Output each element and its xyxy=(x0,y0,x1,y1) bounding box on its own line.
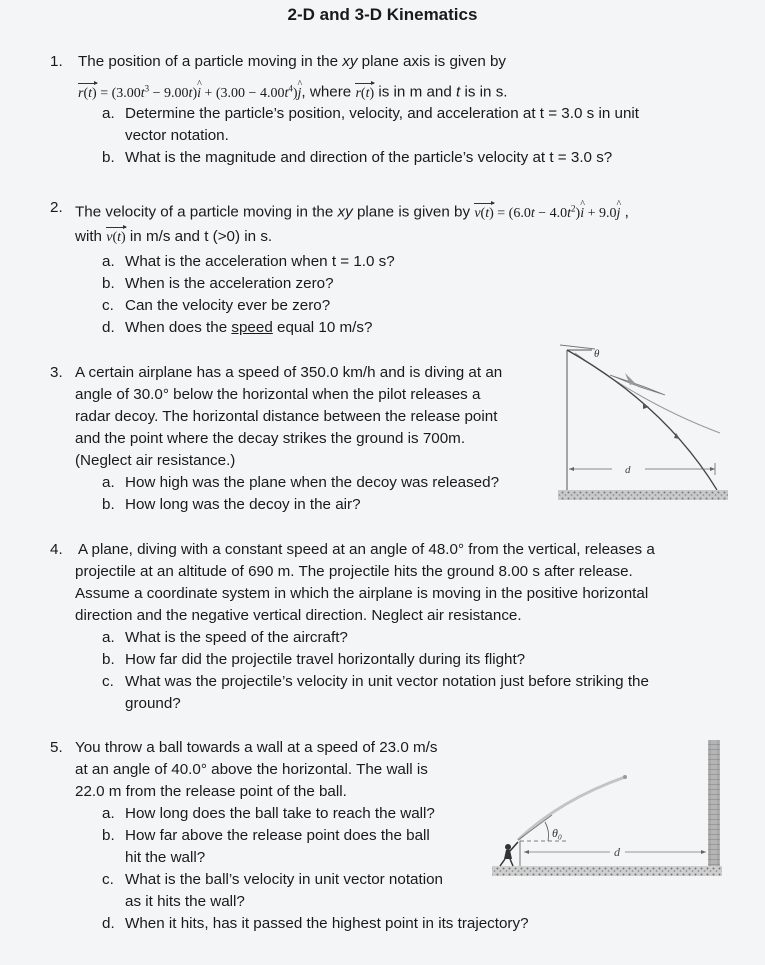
svg-text:d: d xyxy=(614,845,620,859)
part-label: b. xyxy=(102,275,115,292)
part-label: b. xyxy=(102,496,115,513)
problem-number: 4. xyxy=(50,541,63,558)
thrower-figure xyxy=(500,842,518,866)
problem-text: The position of a particle moving in the xy plane axis is given by xyxy=(78,53,507,70)
part-text: How far did the projectile travel horizontally during its flight? xyxy=(125,651,526,668)
part-text: How long was the decoy in the air? xyxy=(125,496,361,513)
part-text: When does the speed equal 10 m/s? xyxy=(125,319,373,336)
part-label: a. xyxy=(102,474,115,491)
problem-text: radar decoy. The horizontal distance between the release point xyxy=(75,408,498,425)
problem-text: (Neglect air resistance.) xyxy=(75,452,236,469)
svg-text:θ₀: θ₀ xyxy=(552,826,563,840)
problem-text: 22.0 m from the release point of the ball. xyxy=(75,783,347,800)
part-label: c. xyxy=(102,673,114,690)
part-label: b. xyxy=(102,651,115,668)
part-label: a. xyxy=(102,629,115,646)
problem-text-line2: with v(t) in m/s and t (>0) in s. xyxy=(75,227,272,248)
part-text: How far above the release point does the ball xyxy=(125,827,430,844)
problem-equation: $r(t) = (3.00t^3$ − 9.00t)^ $i + (3.00 - 4.00t^4)\^{}$ j, where r(t) is in m and t is in s. xyxy=(78,78,508,104)
part-text: What is the magnitude and direction of the particle’s velocity at t = 3.0 s? xyxy=(125,149,613,166)
part-text: Can the velocity ever be zero? xyxy=(125,297,331,314)
part-label: c. xyxy=(102,871,114,888)
part-text: When is the acceleration zero? xyxy=(125,275,334,292)
part-text: What was the projectile’s velocity in unit vector notation just before striking the xyxy=(125,673,649,690)
part-text-cont: vector notation. xyxy=(125,127,229,144)
problem-number: 1. xyxy=(50,53,63,70)
problem-text: and the point where the decay strikes the ground is 700m. xyxy=(75,430,466,447)
part-text: When it hits, has it passed the highest point in its trajectory? xyxy=(125,915,529,932)
problem-text: The velocity of a particle moving in the xy plane is given by $v(t) = (6.0t - 4.0t^2)\^{}$ i + 9.0^ j , xyxy=(75,198,629,224)
problem-number: 2. xyxy=(50,199,63,216)
part-text-cont: ground? xyxy=(125,695,181,712)
part-label: a. xyxy=(102,253,115,270)
part-text: What is the acceleration when t = 1.0 s? xyxy=(125,253,395,270)
part-label: a. xyxy=(102,805,115,822)
part-label: b. xyxy=(102,149,115,166)
problem-text: projectile at an altitude of 690 m. The projectile hits the ground 8.00 s after release. xyxy=(75,563,633,580)
ball-wall-figure xyxy=(490,735,725,880)
airplane-decoy-figure xyxy=(555,335,730,505)
part-label: d. xyxy=(102,915,115,932)
part-text: What is the ball’s velocity in unit vector notation xyxy=(125,871,443,888)
part-text-cont: hit the wall? xyxy=(125,849,206,866)
part-label: a. xyxy=(102,105,115,122)
part-text: Determine the particle’s position, velocity, and acceleration at t = 3.0 s in unit xyxy=(125,105,639,122)
part-label: c. xyxy=(102,297,114,314)
svg-text:θ: θ xyxy=(594,348,600,360)
problem-text: A plane, diving with a constant speed at an angle of 48.0° from the vertical, releases a xyxy=(78,541,655,558)
problem-number: 3. xyxy=(50,364,63,381)
problem-text: direction and the negative vertical direction. Neglect air resistance. xyxy=(75,607,522,624)
problem-text: A certain airplane has a speed of 350.0 km/h and is diving at an xyxy=(75,364,503,381)
svg-text:d: d xyxy=(625,464,631,476)
page-title: 2-D and 3-D Kinematics xyxy=(287,5,478,24)
part-label: d. xyxy=(102,319,115,336)
problem-text: angle of 30.0° below the horizontal when the pilot releases a xyxy=(75,386,481,403)
problem-text: You throw a ball towards a wall at a speed of 23.0 m/s xyxy=(75,739,438,756)
part-text-cont: as it hits the wall? xyxy=(125,893,245,910)
part-text: How long does the ball take to reach the wall? xyxy=(125,805,435,822)
problem-number: 5. xyxy=(50,739,63,756)
problem-text: at an angle of 40.0° above the horizontal. The wall is xyxy=(75,761,428,778)
part-label: b. xyxy=(102,827,115,844)
problem-text: Assume a coordinate system in which the airplane is moving in the positive horizontal xyxy=(75,585,649,602)
part-text: What is the speed of the aircraft? xyxy=(125,629,348,646)
part-text: How high was the plane when the decoy was released? xyxy=(125,474,500,491)
